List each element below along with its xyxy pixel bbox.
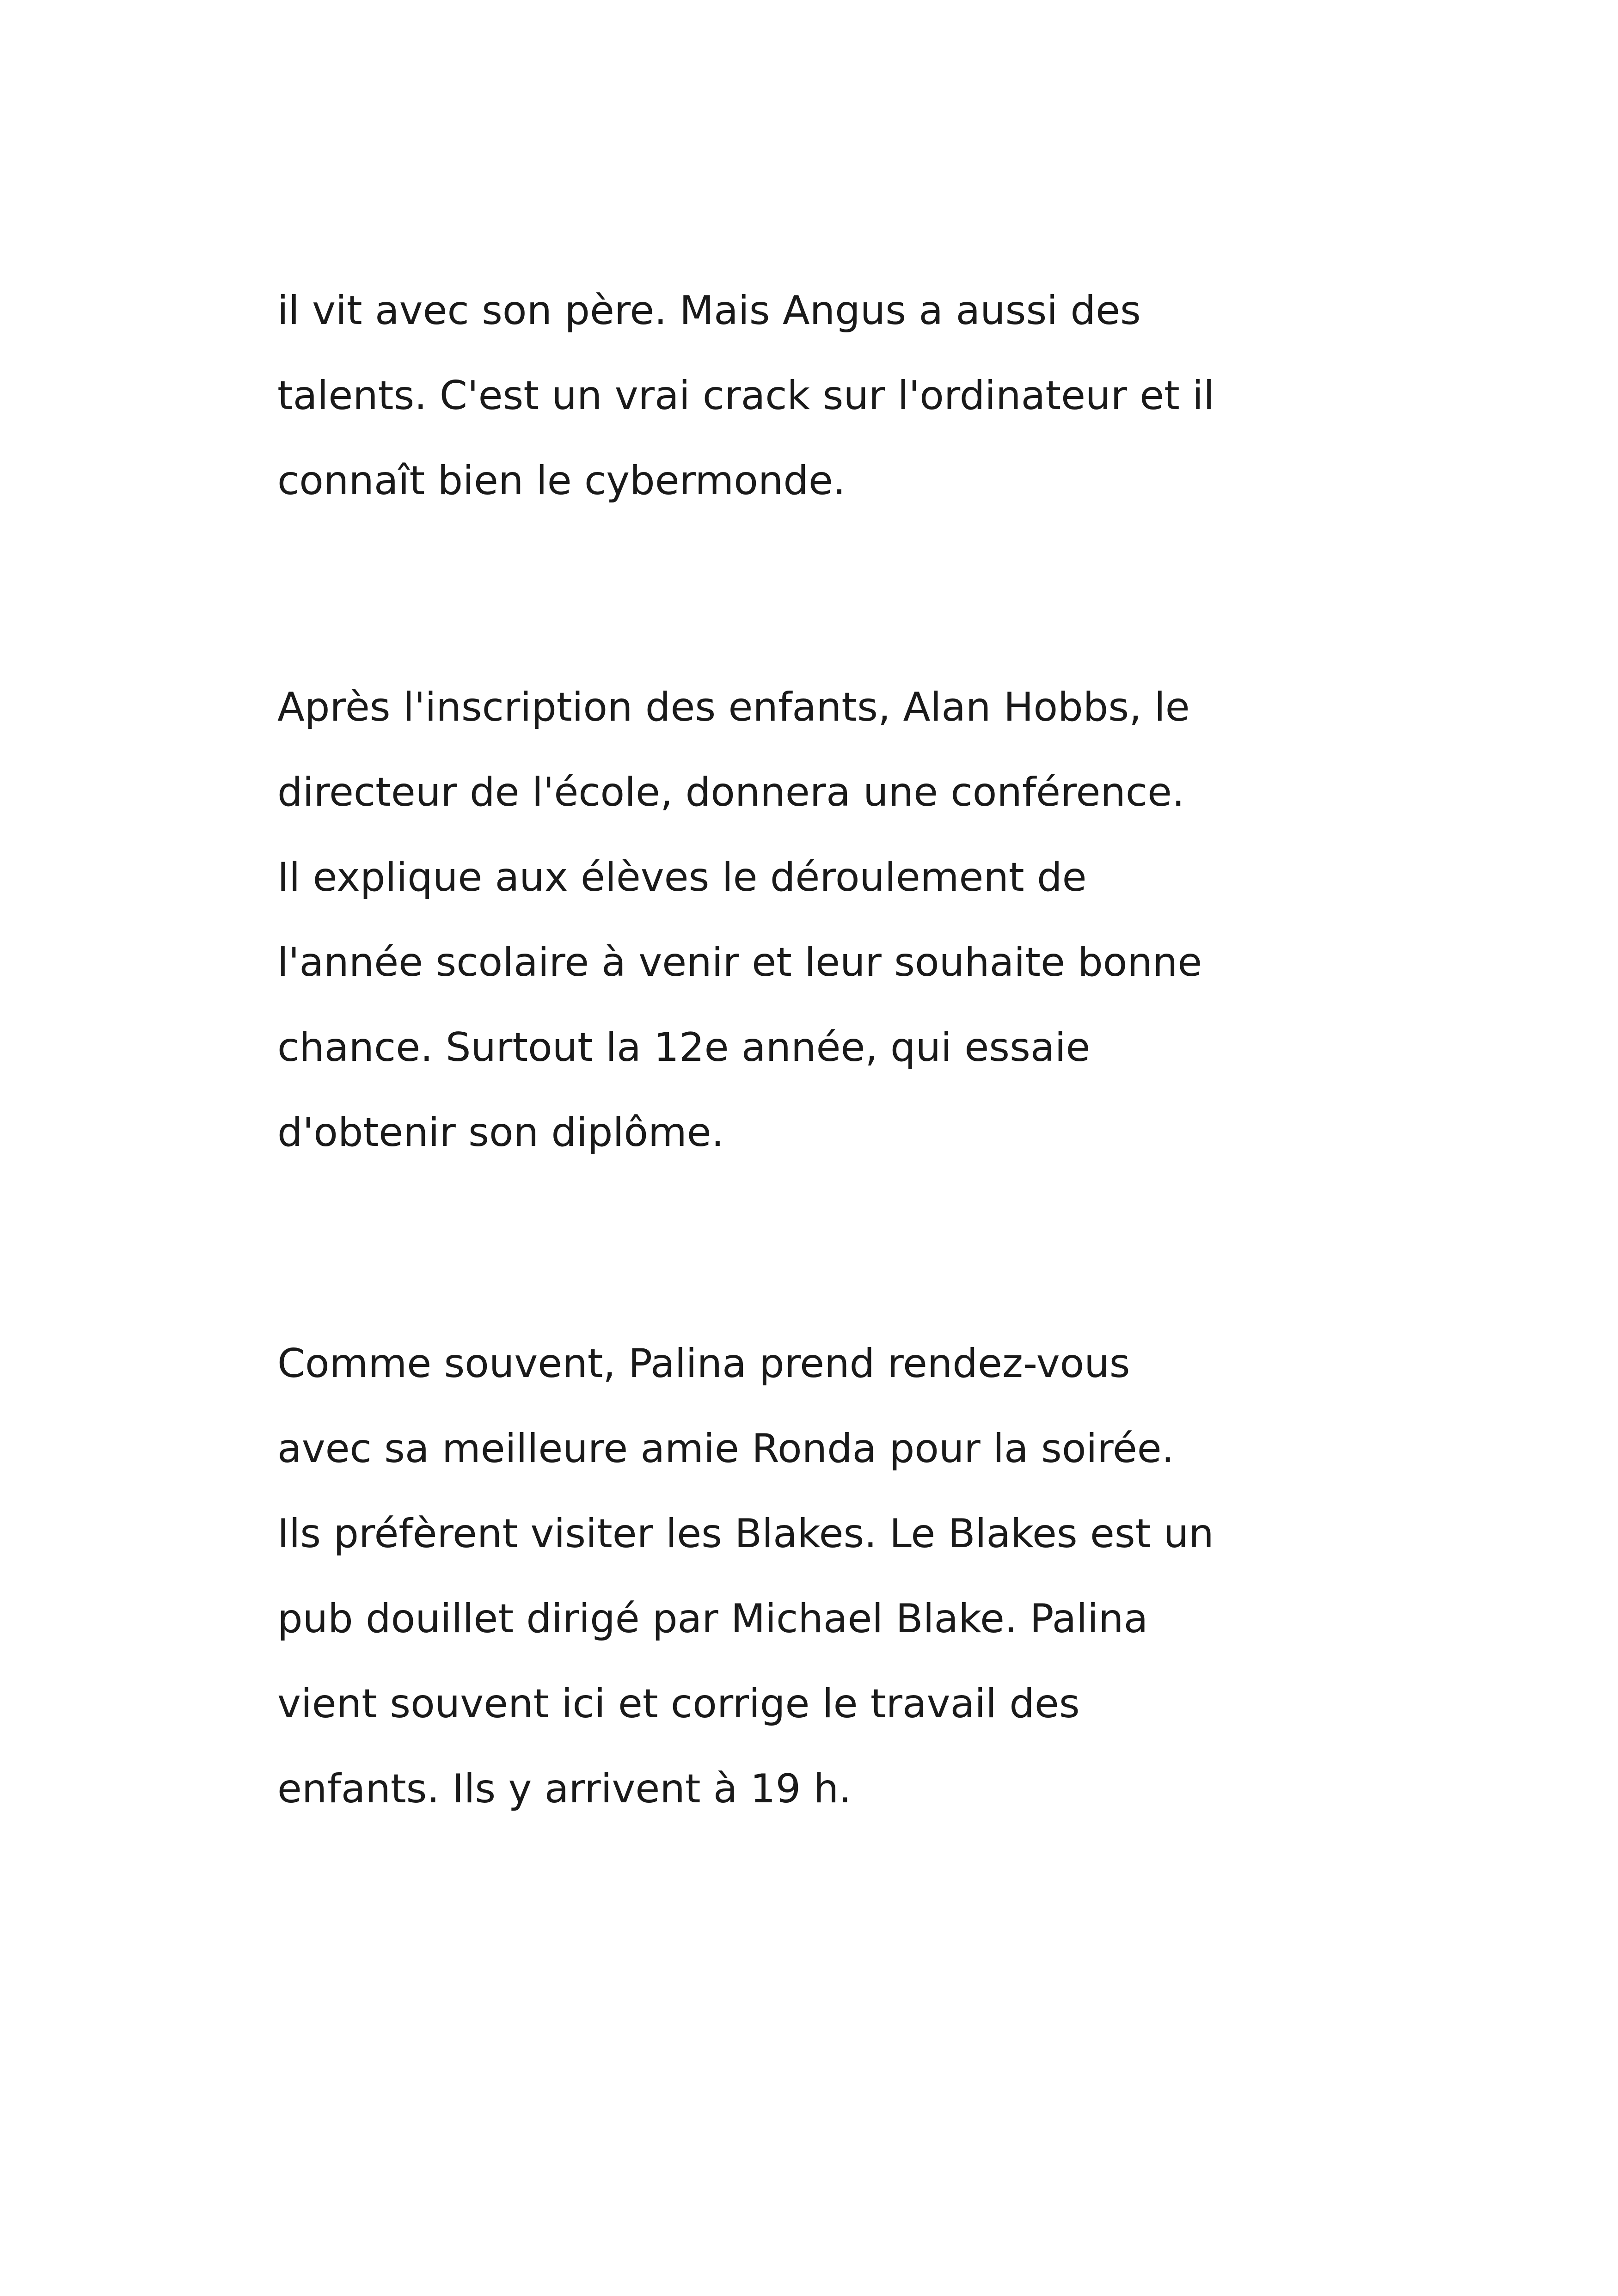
text-line: il vit avec son père. Mais Angus a aussi des	[277, 288, 1141, 334]
text-line: talents. C'est un vrai crack sur l'ordinateur et il	[277, 373, 1214, 419]
text-line: chance. Surtout la 12e année, qui essaie	[277, 1024, 1091, 1071]
text-line: pub douillet dirigé par Michael Blake. Palina	[277, 1596, 1148, 1642]
paragraph-angus	[277, 268, 1387, 523]
text-line: directeur de l'école, donnera une conférence.	[277, 769, 1185, 815]
text-line: Comme souvent, Palina prend rendez-vous	[277, 1341, 1130, 1387]
text-line: Ils préfèrent visiter les Blakes. Le Blakes est un	[277, 1511, 1214, 1557]
text-line: vient souvent ici et corrige le travail des	[277, 1681, 1080, 1727]
text-line: enfants. Ils y arrivent à 19 h.	[277, 1766, 852, 1812]
text-line: avec sa meilleure amie Ronda pour la soirée.	[277, 1426, 1174, 1472]
text-line: Après l'inscription des enfants, Alan Hobbs, le	[277, 684, 1190, 730]
text-line: connaît bien le cybermonde.	[277, 458, 846, 504]
text-line: l'année scolaire à venir et leur souhaite bonne	[277, 939, 1202, 986]
paragraph-inscription	[277, 665, 1387, 1175]
paragraph-blakes	[277, 1321, 1387, 1831]
text-line: Il explique aux élèves le déroulement de	[277, 854, 1087, 900]
text-line: d'obtenir son diplôme.	[277, 1109, 724, 1156]
